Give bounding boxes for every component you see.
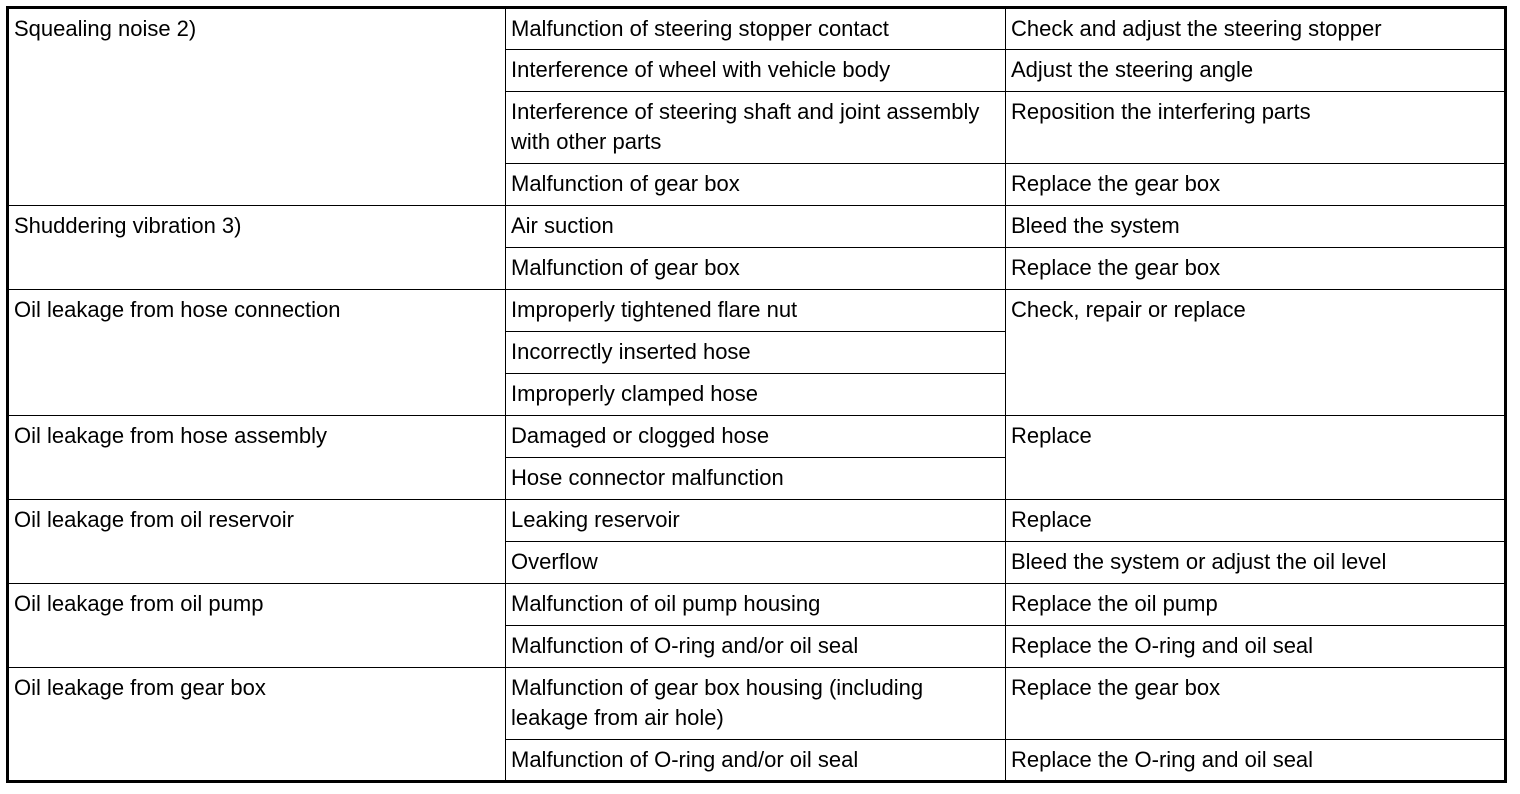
table-row	[8, 290, 1506, 332]
troubleshooting-table-wrapper	[6, 6, 1507, 783]
cause-cell: Interference of steering shaft and joint assembly with other parts	[506, 92, 1006, 164]
symptom-cell: Oil leakage from oil reservoir	[8, 500, 506, 584]
table-row	[8, 206, 1506, 248]
cause-cell: Interference of wheel with vehicle body	[506, 50, 1006, 92]
cause-cell: Malfunction of gear box housing (including leakage from air hole)	[506, 668, 1006, 740]
symptom-cell: Oil leakage from gear box	[8, 668, 506, 782]
table-row	[8, 668, 1506, 740]
remedy-cell: Reposition the interfering parts	[1006, 92, 1506, 164]
cause-cell: Incorrectly inserted hose	[506, 332, 1006, 374]
remedy-cell: Replace the gear box	[1006, 668, 1506, 740]
troubleshooting-table	[6, 6, 1507, 783]
remedy-cell: Replace the O-ring and oil seal	[1006, 740, 1506, 782]
remedy-cell: Bleed the system or adjust the oil level	[1006, 542, 1506, 584]
cause-cell: Damaged or clogged hose	[506, 416, 1006, 458]
remedy-cell: Adjust the steering angle	[1006, 50, 1506, 92]
remedy-cell: Check and adjust the steering stopper	[1006, 8, 1506, 50]
table-row	[8, 584, 1506, 626]
cause-cell: Malfunction of O-ring and/or oil seal	[506, 740, 1006, 782]
cause-cell: Malfunction of gear box	[506, 248, 1006, 290]
cause-cell: Air suction	[506, 206, 1006, 248]
cause-cell: Improperly clamped hose	[506, 374, 1006, 416]
cause-cell: Malfunction of gear box	[506, 164, 1006, 206]
remedy-cell: Replace the O-ring and oil seal	[1006, 626, 1506, 668]
symptom-cell: Shuddering vibration 3)	[8, 206, 506, 290]
remedy-cell: Replace the oil pump	[1006, 584, 1506, 626]
cause-cell: Malfunction of oil pump housing	[506, 584, 1006, 626]
cause-cell: Leaking reservoir	[506, 500, 1006, 542]
symptom-cell: Squealing noise 2)	[8, 8, 506, 206]
remedy-cell: Bleed the system	[1006, 206, 1506, 248]
cause-cell: Improperly tightened flare nut	[506, 290, 1006, 332]
cause-cell: Malfunction of steering stopper contact	[506, 8, 1006, 50]
symptom-cell: Oil leakage from oil pump	[8, 584, 506, 668]
cause-cell: Hose connector malfunction	[506, 458, 1006, 500]
table-row	[8, 416, 1506, 458]
remedy-cell: Replace	[1006, 500, 1506, 542]
remedy-cell: Check, repair or replace	[1006, 290, 1506, 416]
symptom-cell: Oil leakage from hose assembly	[8, 416, 506, 500]
table-row	[8, 8, 1506, 50]
symptom-cell: Oil leakage from hose connection	[8, 290, 506, 416]
table-row	[8, 500, 1506, 542]
remedy-cell: Replace the gear box	[1006, 164, 1506, 206]
cause-cell: Overflow	[506, 542, 1006, 584]
remedy-cell: Replace the gear box	[1006, 248, 1506, 290]
remedy-cell: Replace	[1006, 416, 1506, 500]
cause-cell: Malfunction of O-ring and/or oil seal	[506, 626, 1006, 668]
